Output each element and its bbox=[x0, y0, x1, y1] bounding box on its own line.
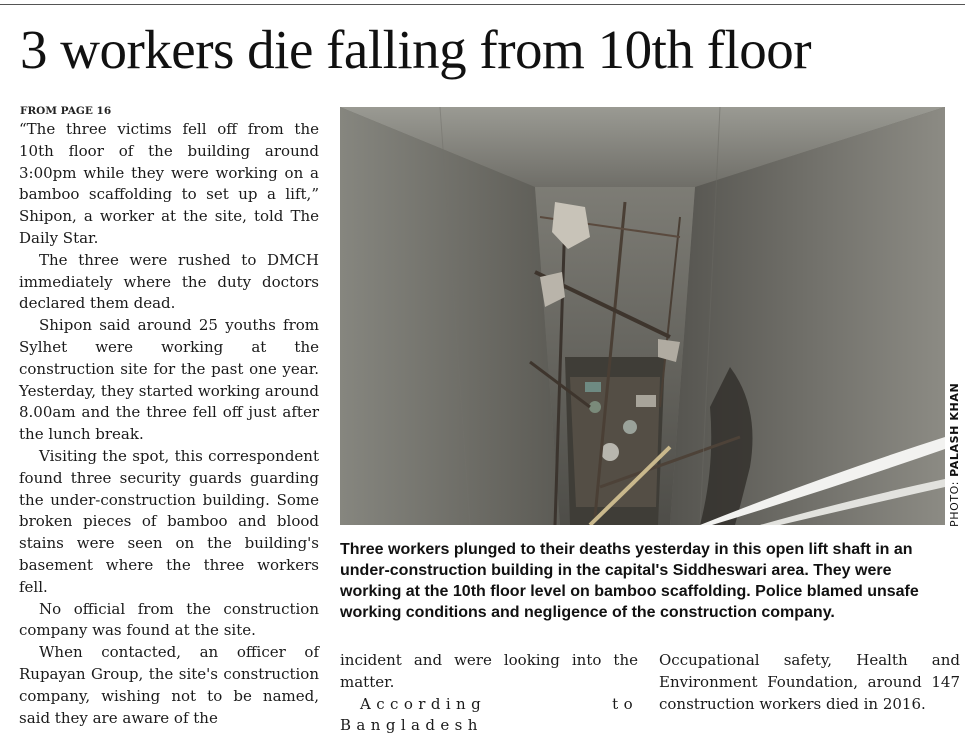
paragraph: Visiting the spot, this correspondent found three security guards guarding the under-construction building. Some broken pieces of bamboo and blood stains were seen on the building's basement where the three workers fell. bbox=[19, 446, 319, 596]
paragraph: According to Bangladesh bbox=[340, 694, 638, 735]
article-column-3 bbox=[659, 650, 960, 715]
lift-shaft-photo-illustration bbox=[340, 107, 945, 525]
continuation-kicker: FROM PAGE 16 bbox=[20, 105, 112, 117]
headline: 3 workers die falling from 10th floor bbox=[20, 19, 812, 80]
photo-credit bbox=[948, 383, 961, 527]
paragraph: When contacted, an officer of Rupayan Group, the site's construction company, wishing not to be named, said they are aware of the bbox=[19, 643, 319, 727]
paragraph: No official from the construction company was found at the site. bbox=[19, 599, 319, 640]
photo-credit-prefix: PHOTO: bbox=[948, 476, 961, 527]
news-photo-lift-shaft bbox=[340, 107, 945, 525]
paragraph: Shipon said around 25 youths from Sylhet were working at the construction site for the past one year. Yesterday, they started working around 8.00am and the three fell off just after the lunch break. bbox=[19, 316, 319, 444]
paragraph: Occupational safety, Health and Environment Foundation, around 147 construction workers died in 2016. bbox=[659, 651, 960, 713]
photo-credit-name: PALASH KHAN bbox=[948, 382, 961, 477]
paragraph: incident and were looking into the matter. bbox=[340, 651, 638, 691]
photo-caption: Three workers plunged to their deaths yesterday in this open lift shaft in an under-construction building in the capital's Siddheswari area. They were working at the 10th floor level on bamboo scaffolding. Police blamed unsafe working conditions and negligence of the construction company. bbox=[340, 541, 919, 621]
article-column-2 bbox=[340, 650, 638, 737]
article-column-1 bbox=[19, 119, 319, 729]
paragraph: “The three victims fell off from the 10th floor of the building around 3:00pm while they were working on a bamboo scaffolding to set up a lift,” Shipon, a worker at the site, told The Daily Star. bbox=[19, 120, 319, 247]
paragraph: The three were rushed to DMCH immediately where the duty doctors declared them dead. bbox=[19, 250, 319, 313]
top-rule bbox=[0, 4, 965, 5]
